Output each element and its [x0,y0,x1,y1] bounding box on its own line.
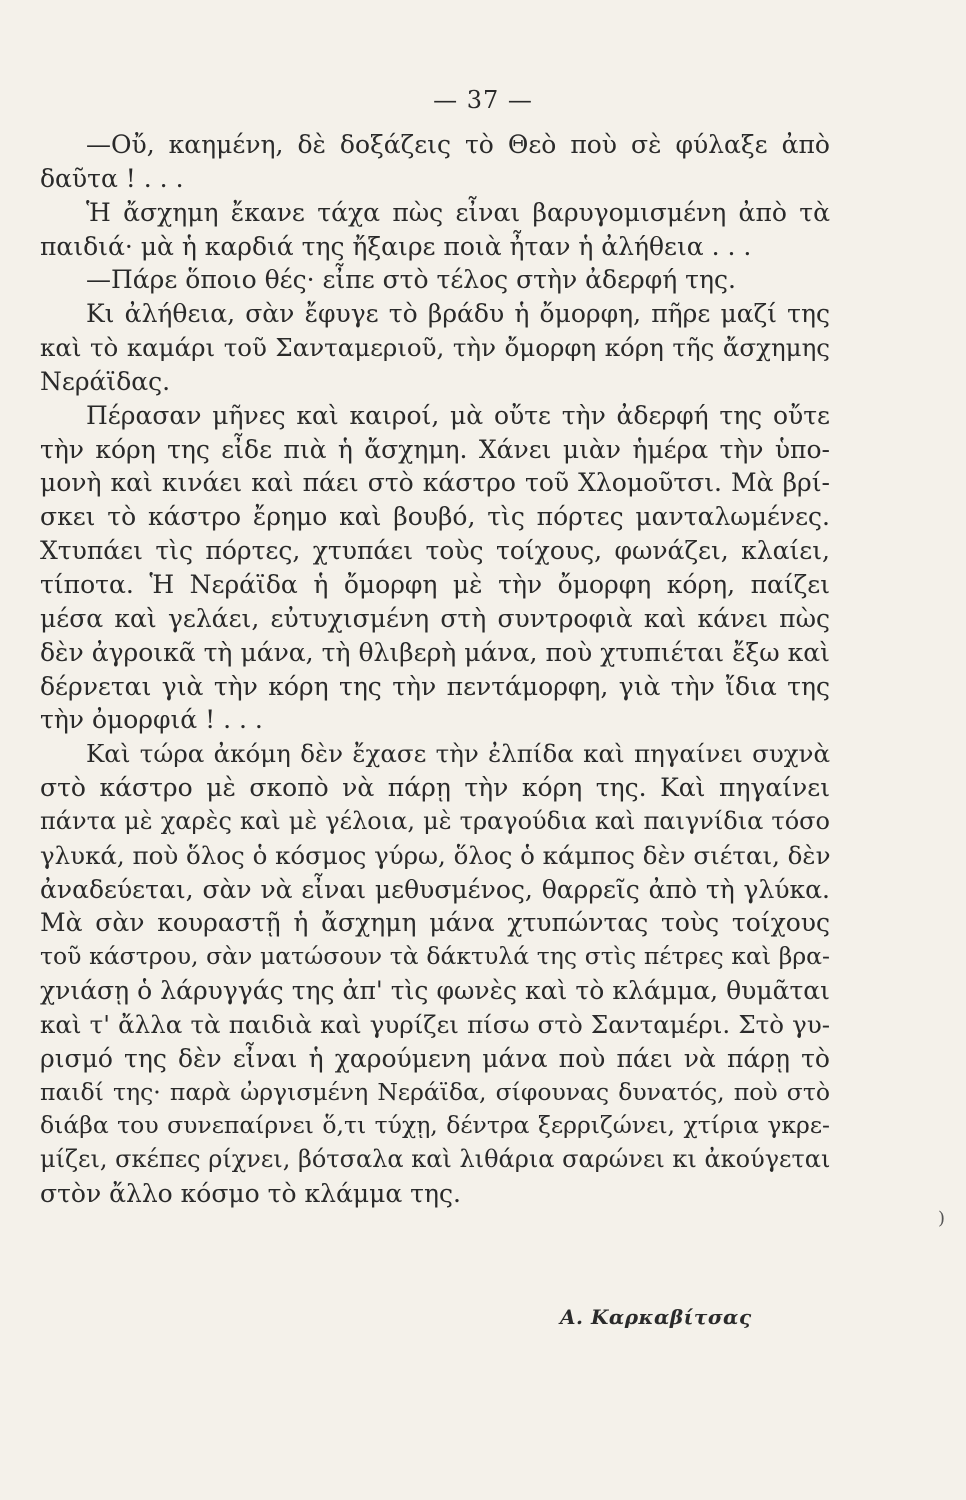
text-line [40,771,830,805]
text-line [40,906,830,940]
text-line [40,602,830,636]
text-line-content: καὶ τ' ἄλλα τὰ παιδιὰ καὶ γυρίζει πίσω στὸ Σανταμέρι. Στὸ γυ- [40,1009,830,1039]
text-line [40,1042,830,1076]
text-line [40,737,830,771]
body-text [40,128,830,1211]
text-line-content: χνιάσῃ ὁ λάρυγγάς της ἀπ' τὶς φωνὲς καὶ τὸ κλάμμα, θυμᾶται [40,976,830,1006]
text-line-content: διάβα του συνεπαίρνει ὅ,τι τύχῃ, δέντρα ξερριζώνει, χτίρια γκρε- [40,1111,830,1140]
text-line-content: δὲν ἀγροικᾶ τὴ μάνα, τὴ θλιβερὴ μάνα, ποὺ χτυπιέται ἔξω καὶ [40,637,830,667]
text-line-content: καὶ τὸ καμάρι τοῦ Σανταμεριοῦ, τὴν ὄμορφη κόρη τῆς ἄσχημης [40,333,830,363]
text-line [40,805,830,839]
text-line-content: μέσα καὶ γελάει, εὐτυχισμένη στὴ συντροφιὰ καὶ κάνει πὼς [40,603,830,633]
text-line [40,568,830,602]
text-line [40,839,830,873]
text-line [40,1076,830,1110]
text-line [40,399,830,433]
margin-mark: ) [938,1208,946,1229]
text-line [40,873,830,907]
text-line-content: ρισμό της δὲν εἶναι ἡ χαρούμενη μάνα ποὺ πάει νὰ πάρῃ τὸ [40,1043,830,1073]
text-line-content: τὴν ὀμορφιά ! . . . [40,705,263,735]
text-line-content: —Οὔ, καημένη, δὲ δοξάζεις τὸ Θεὸ ποὺ σὲ φύλαξε ἀπὸ [86,130,830,159]
text-line-content: στὸ κάστρο μὲ σκοπὸ νὰ πάρῃ τὴν κόρη της. Καὶ πηγαίνει [40,773,830,803]
text-line-content: μονὴ καὶ κινάει καὶ πάει στὸ κάστρο τοῦ Χλομοῦτσι. Μὰ βρί- [40,468,830,498]
text-line-content: Χτυπάει τὶς πόρτες, χτυπάει τοὺς τοίχους, φωνάζει, κλαίει, [40,536,830,566]
text-line [40,1143,830,1177]
text-line-content: παιδιά· μὰ ἡ καρδιά της ἤξαιρε ποιὰ ἦταν ἡ ἀλήθεια . . . [40,231,752,261]
text-line-content: ἀναδεύεται, σὰν νὰ εἶναι μεθυσμένος, θαρρεῖς ἀπὸ τὴ γλύκα. [40,874,830,904]
text-line [40,466,830,500]
text-line [40,1109,830,1143]
text-line-content: τίποτα. Ἡ Νεράϊδα ἡ ὄμορφη μὲ τὴν ὄμορφη κόρη, παίζει [40,569,830,599]
text-line [40,636,830,670]
text-line [40,1008,830,1042]
author-signature: Α. Καρκαβίτσας [560,1305,752,1329]
text-line [40,365,830,399]
text-line-content: Πέρασαν μῆνες καὶ καιροί, μὰ οὔτε τὴν ἀδερφή της οὔτε [86,400,830,430]
text-line [40,433,830,467]
text-line-content: Μὰ σὰν κουραστῇ ἡ ἄσχημη μάνα χτυπώντας τοὺς τοίχους [40,908,830,938]
text-line [40,940,830,974]
page-number: — 37 — [433,86,533,114]
text-line [40,534,830,568]
text-line [40,1177,830,1211]
text-line [40,263,830,297]
text-line-content: πάντα μὲ χαρὲς καὶ μὲ γέλοια, μὲ τραγούδια καὶ παιγνίδια τόσο [40,806,830,835]
text-line [40,974,830,1008]
text-line-content: Κι ἀλήθεια, σὰν ἔφυγε τὸ βράδυ ἡ ὄμορφη, πῆρε μαζί της [86,299,830,329]
text-line-content: σκει τὸ κάστρο ἔρημο καὶ βουβό, τὶς πόρτες μανταλωμένες. [40,502,830,532]
text-line-content: δέρνεται γιὰ τὴν κόρη της τὴν πεντάμορφη, γιὰ τὴν ἴδια της [40,671,830,701]
text-line [40,162,830,196]
text-line-content: τὴν κόρη της εἶδε πιὰ ἡ ἄσχημη. Χάνει μιὰν ἡμέρα τὴν ὑπο- [40,434,830,464]
text-line-content: στὸν ἄλλο κόσμο τὸ κλάμμα της. [40,1179,461,1209]
text-line-content: τοῦ κάστρου, σὰν ματώσουν τὰ δάκτυλά της στὶς πέτρες καὶ βρα- [40,942,830,971]
text-line [40,703,830,737]
text-line [40,128,830,162]
text-line-content: Νεράϊδας. [40,366,171,396]
text-line [40,331,830,365]
text-line-content: γλυκά, ποὺ ὅλος ὁ κόσμος γύρω, ὅλος ὁ κάμπος δὲν σιέται, δὲν [40,840,831,870]
text-line [40,230,830,264]
text-line-content: δαῦτα ! . . . [40,163,184,193]
text-line-content: μίζει, σκέπες ρίχνει, βότσαλα καὶ λιθάρια σαρώνει κι ἀκούγεται [40,1145,831,1174]
text-line-content: Καὶ τώρα ἀκόμη δὲν ἔχασε τὴν ἐλπίδα καὶ πηγαίνει συχνὰ [86,739,830,769]
text-line [40,196,830,230]
text-line [40,500,830,534]
text-line-content: παιδί της· παρὰ ὠργισμένη Νεράϊδα, σίφουνας δυνατός, ποὺ στὸ [40,1077,830,1106]
text-line-content: Ἡ ἄσχημη ἔκανε τάχα πὼς εἶναι βαρυγομισμένη ἀπὸ τὰ [86,197,830,227]
text-line [40,670,830,704]
text-line [40,297,830,331]
text-line-content: —Πάρε ὅποιο θές· εἶπε στὸ τέλος στὴν ἀδερφή της. [86,265,736,295]
